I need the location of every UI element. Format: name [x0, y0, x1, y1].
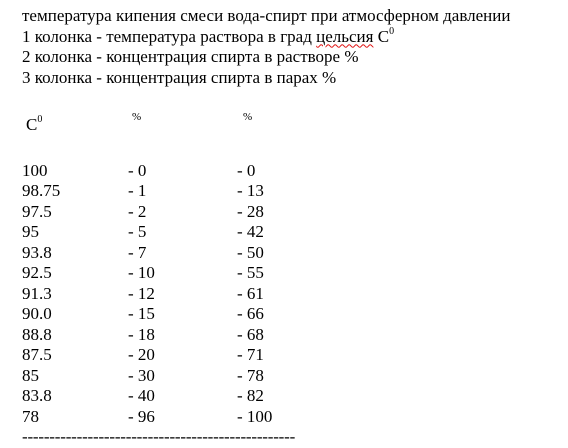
- data-table: [22, 161, 568, 428]
- temperature-cell: 97.5: [22, 201, 52, 221]
- vapor-concentration-cell: - 78: [237, 365, 264, 385]
- vapor-concentration-cell: - 50: [237, 242, 264, 262]
- liquid-concentration-cell: - 0: [128, 160, 147, 180]
- liquid-concentration-cell: - 5: [128, 222, 147, 241]
- table-row: [22, 304, 568, 325]
- temperature-cell: 95: [22, 222, 39, 241]
- column1-unit-superscript: 0: [389, 25, 395, 37]
- title-line: температура кипения смеси вода-спирт при атмосферном давлении: [22, 6, 511, 25]
- vapor-concentration-cell: - 71: [237, 345, 264, 364]
- table-row: [22, 407, 568, 428]
- liquid-concentration-cell: - 1: [128, 181, 147, 200]
- column1-text: 1 колонка - температура раствора в град: [22, 26, 317, 46]
- table-row: [22, 263, 568, 284]
- table-row: [22, 366, 568, 387]
- vapor-concentration-cell: - 55: [237, 263, 264, 282]
- column1-unit: C: [373, 26, 390, 46]
- column3-description: 3 колонка - концентрация спирта в парах %: [22, 67, 337, 87]
- liquid-concentration-cell: - 40: [128, 386, 155, 405]
- temperature-cell: 87.5: [22, 345, 52, 364]
- table-row: [22, 202, 568, 223]
- temperature-cell: 92.5: [22, 263, 52, 282]
- liquid-concentration-cell: - 7: [128, 242, 147, 262]
- temperature-cell: 93.8: [22, 242, 52, 262]
- header-liquid-percent: %: [132, 110, 142, 123]
- temperature-cell: 85: [22, 365, 39, 385]
- temperature-cell: 100: [22, 160, 48, 180]
- header-temperature: [26, 115, 42, 135]
- liquid-concentration-cell: - 30: [128, 365, 155, 385]
- blank-line: [22, 88, 568, 109]
- liquid-concentration-cell: - 15: [128, 304, 155, 323]
- document-body: [22, 6, 568, 448]
- dashed-separator: --------------------------------------------------: [22, 427, 296, 446]
- vapor-concentration-cell: - 13: [237, 181, 264, 200]
- vapor-concentration-cell: - 68: [237, 324, 264, 344]
- table-row: [22, 284, 568, 305]
- table-row: [22, 325, 568, 346]
- vapor-concentration-cell: - 100: [237, 406, 273, 426]
- vapor-concentration-cell: - 82: [237, 386, 264, 405]
- liquid-concentration-cell: - 18: [128, 324, 155, 344]
- header-temperature-superscript: 0: [37, 113, 43, 125]
- liquid-concentration-cell: - 10: [128, 263, 155, 282]
- table-row: [22, 161, 568, 182]
- vapor-concentration-cell: - 42: [237, 222, 264, 241]
- table-header: [22, 109, 568, 136]
- temperature-cell: 78: [22, 406, 39, 426]
- column1-description: [22, 27, 568, 48]
- temperature-cell: 98.75: [22, 181, 61, 200]
- liquid-concentration-cell: - 2: [128, 201, 147, 221]
- temperature-cell: 91.3: [22, 283, 52, 303]
- header-vapor-percent: %: [243, 110, 253, 123]
- table-row: [22, 181, 568, 202]
- vapor-concentration-cell: - 0: [237, 160, 256, 180]
- temperature-cell: 83.8: [22, 386, 52, 405]
- table-row: [22, 386, 568, 407]
- table-row: [22, 345, 568, 366]
- temperature-cell: 90.0: [22, 304, 52, 323]
- temperature-cell: 88.8: [22, 324, 52, 344]
- liquid-concentration-cell: - 96: [128, 406, 155, 426]
- column2-description: 2 колонка - концентрация спирта в растворе %: [22, 47, 359, 66]
- liquid-concentration-cell: - 12: [128, 283, 155, 303]
- header-temperature-base: C: [26, 114, 38, 134]
- vapor-concentration-cell: - 66: [237, 304, 264, 323]
- vapor-concentration-cell: - 28: [237, 201, 264, 221]
- table-row: [22, 222, 568, 243]
- liquid-concentration-cell: - 20: [128, 345, 155, 364]
- misspelled-word[interactable]: цельсия: [316, 26, 374, 46]
- vapor-concentration-cell: - 61: [237, 283, 264, 303]
- table-row: [22, 243, 568, 264]
